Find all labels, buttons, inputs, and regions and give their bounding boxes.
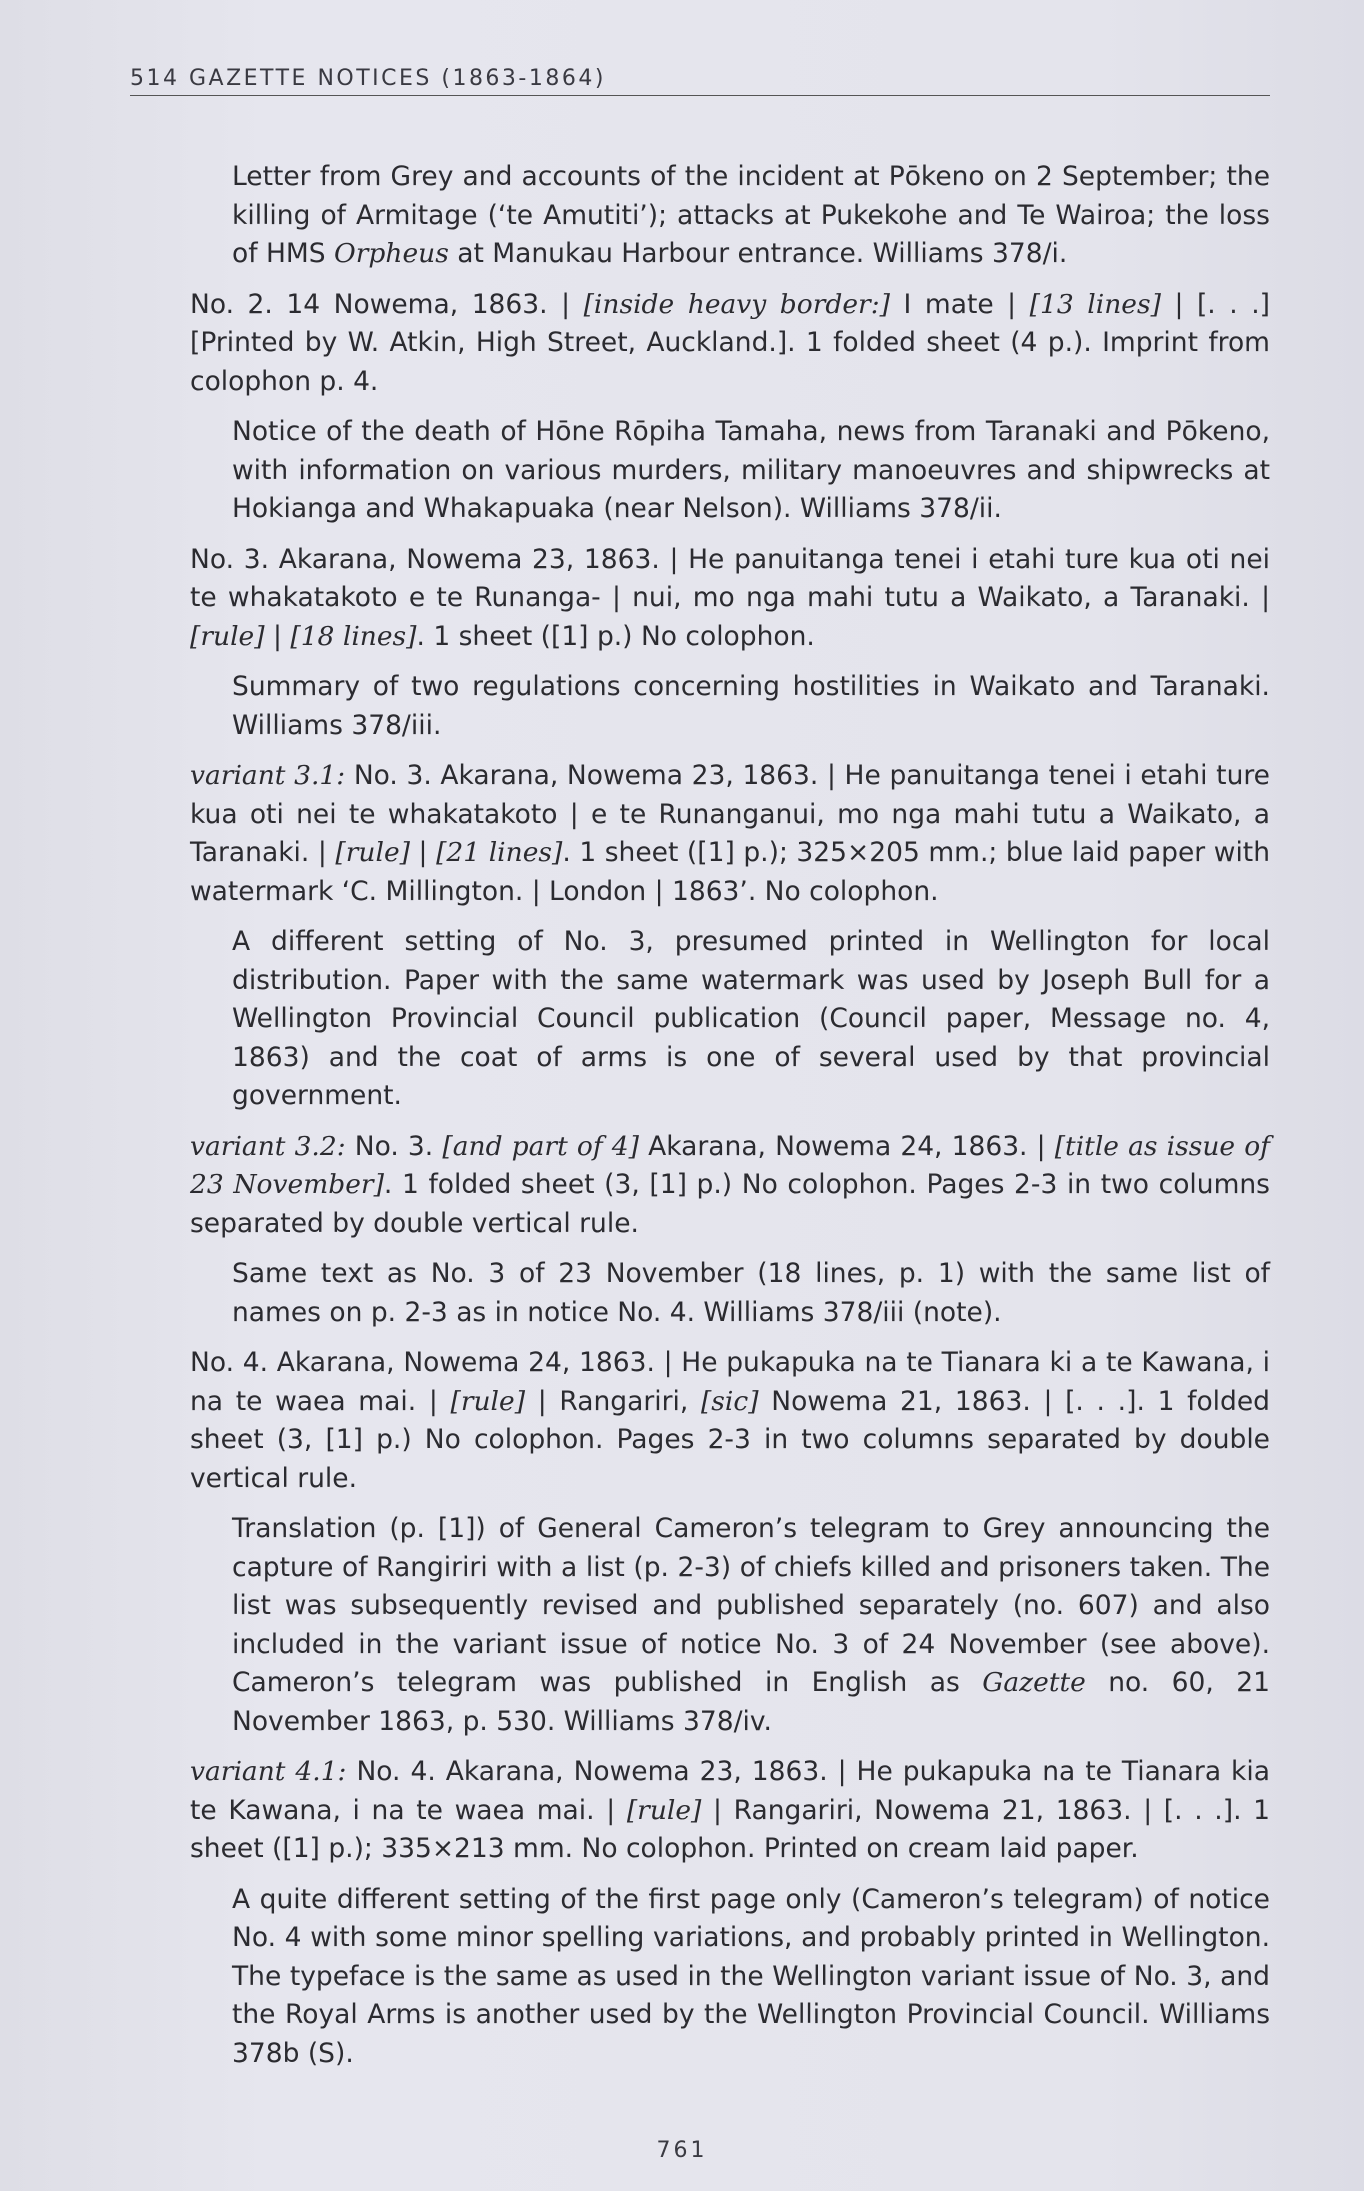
text-run: A quite different setting of the first page only (Cameron’s telegram) of notice No. 4 with some minor spelling variations, and probably printed in Wellington. The typeface is the same as used in the Wellington variant issue of No. 3, and the Royal Arms is another used by the Wellington Provincial Council. Williams 378b (S). — [232, 1883, 1270, 2069]
entry-variant-3-1 — [190, 757, 1270, 911]
italic-text: Gazette — [982, 1667, 1086, 1698]
entry-no2 — [190, 286, 1270, 402]
italic-text: [and part of 4] — [442, 1130, 639, 1162]
italic-text: [13 lines] — [1029, 288, 1161, 320]
text-run: Summary of two regulations concerning hostilities in Waikato and Taranaki. Williams 378/iii. — [232, 671, 1270, 741]
text-run: | Rangariri, Nowema 21, 1863. | [. . .]. 1 sheet ([1] p.); 335×213 mm. No colophon. Printed on cream laid paper. — [190, 1794, 1271, 1864]
entry-no3 — [190, 541, 1270, 657]
italic-text: [title as issue of 23 November] — [190, 1130, 1270, 1200]
text-run: Letter from Grey and accounts of the incident at Pōkeno on 2 September; the killing of Armitage (‘te Amutiti’); attacks at Pukekohe and Te Wairoa; the loss of HMS — [232, 161, 1270, 269]
note-no3 — [232, 668, 1270, 745]
text-run: no. 60, 21 November 1863, p. 530. Williams 378/iv. — [232, 1667, 1270, 1737]
note-no1 — [232, 158, 1270, 274]
text-run: No. 3. Akarana, Nowema 23, 1863. | He panuitanga tenei i etahi ture kua oti nei te whakatakoto e te Runanga- | nui, mo nga mahi tutu a Waikato, a Taranaki. | — [190, 543, 1270, 613]
italic-text: [inside heavy border:] — [583, 288, 890, 320]
italic-text: [rule] — [190, 620, 265, 652]
italic-text: [18 lines] — [290, 620, 417, 652]
text-run: A different setting of No. 3, presumed printed in Wellington for local distribution. Paper with the same watermark was used by Joseph Bull for a Wellington Provincial Council publication (Council paper, Message no. 4, 1863) and the coat of arms is one of several used by that provincial government. — [232, 926, 1270, 1111]
text-run: at Manukau Harbour entrance. Williams 378/i. — [448, 238, 1068, 269]
text-run: | Rangariri, — [525, 1385, 701, 1417]
note-variant-4-1 — [232, 1881, 1270, 2074]
running-head: 514 GAZETTE NOTICES (1863-1864) — [130, 66, 1270, 96]
italic-text: variant 3.1: — [190, 760, 346, 791]
entry-variant-3-2 — [190, 1128, 1270, 1244]
text-run: | — [264, 620, 291, 652]
entry-no4 — [190, 1344, 1270, 1498]
italic-text: [rule] — [626, 1794, 702, 1826]
italic-text: [rule] — [335, 837, 410, 868]
page-body — [190, 158, 1270, 2085]
text-run: I mate | — [889, 288, 1030, 320]
text-run: Notice of the death of Hōne Rōpiha Tamaha, news from Taranaki and Pōkeno, with information on various murders, military manoeuvres and shipwrecks at Hokianga and Whakapuaka (near Nelson). Williams 378/ii. — [232, 416, 1270, 524]
italic-text: Orpheus — [334, 238, 449, 269]
text-run: No. 4. Akarana, Nowema 24, 1863. | He pukapuka na te Tianara ki a te Kawana, i na te waea mai. | — [190, 1347, 1270, 1417]
text-run: No. 4. Akarana, Nowema 23, 1863. | He pukapuka na te Tianara kia te Kawana, i na te waea mai. | — [190, 1756, 1270, 1826]
italic-text: [rule] — [450, 1385, 526, 1417]
text-run: | — [409, 837, 437, 868]
text-run: . 1 sheet ([1] p.) No colophon. — [416, 620, 815, 652]
text-run: Same text as No. 3 of 23 November (18 lines, p. 1) with the same list of names on p. 2-3 as in notice No. 4. Williams 378/iii (note). — [232, 1258, 1270, 1328]
italic-text: [sic] — [700, 1385, 759, 1417]
note-variant-3-2 — [232, 1255, 1270, 1332]
note-variant-3-1 — [232, 923, 1270, 1116]
text-run: Translation (p. [1]) of General Cameron’s telegram to Grey announcing the capture of Rangiriri with a list (p. 2-3) of chiefs killed and prisoners taken. The list was subsequently revised and published separately (no. 607) and also included in the variant issue of notice No. 3 of 24 November (see above). Cameron’s telegram was published in English as — [232, 1513, 1270, 1698]
text-run: Nowema 21, 1863. | [. . .]. 1 folded sheet (3, [1] p.) No colophon. Pages 2-3 in two columns separated by double vertical rule. — [190, 1385, 1270, 1494]
text-run: | [. . .] [Printed by W. Atkin, High Street, Auckland.]. 1 folded sheet (4 p.). Imprint from colophon p. 4. — [190, 288, 1271, 397]
note-no4 — [232, 1510, 1270, 1741]
italic-text: variant 3.2: — [190, 1130, 346, 1162]
page-number: 761 — [656, 2138, 708, 2163]
text-run: No. 3. Akarana, Nowema 23, 1863. | He panuitanga tenei i etahi ture kua oti nei te whakatakoto | e te Runanganui, mo nga mahi tutu a Waikato, a Taranaki. | — [190, 760, 1270, 868]
text-run: No. 2. 14 Nowema, 1863. | — [190, 288, 584, 320]
text-run: . 1 sheet ([1] p.); 325×205 mm.; blue laid paper with watermark ‘C. Millington. | London | 1863’. No colophon. — [190, 837, 1270, 907]
note-no2 — [232, 413, 1270, 529]
text-run: No. 3. — [345, 1130, 443, 1162]
text-run: Akarana, Nowema 24, 1863. | — [639, 1130, 1055, 1162]
italic-text: variant 4.1: — [190, 1756, 347, 1787]
text-run: . 1 folded sheet (3, [1] p.) No colophon. Pages 2-3 in two columns separated by double vertical rule. — [190, 1169, 1270, 1239]
italic-text: [21 lines] — [436, 837, 563, 868]
entry-variant-4-1 — [190, 1753, 1270, 1869]
